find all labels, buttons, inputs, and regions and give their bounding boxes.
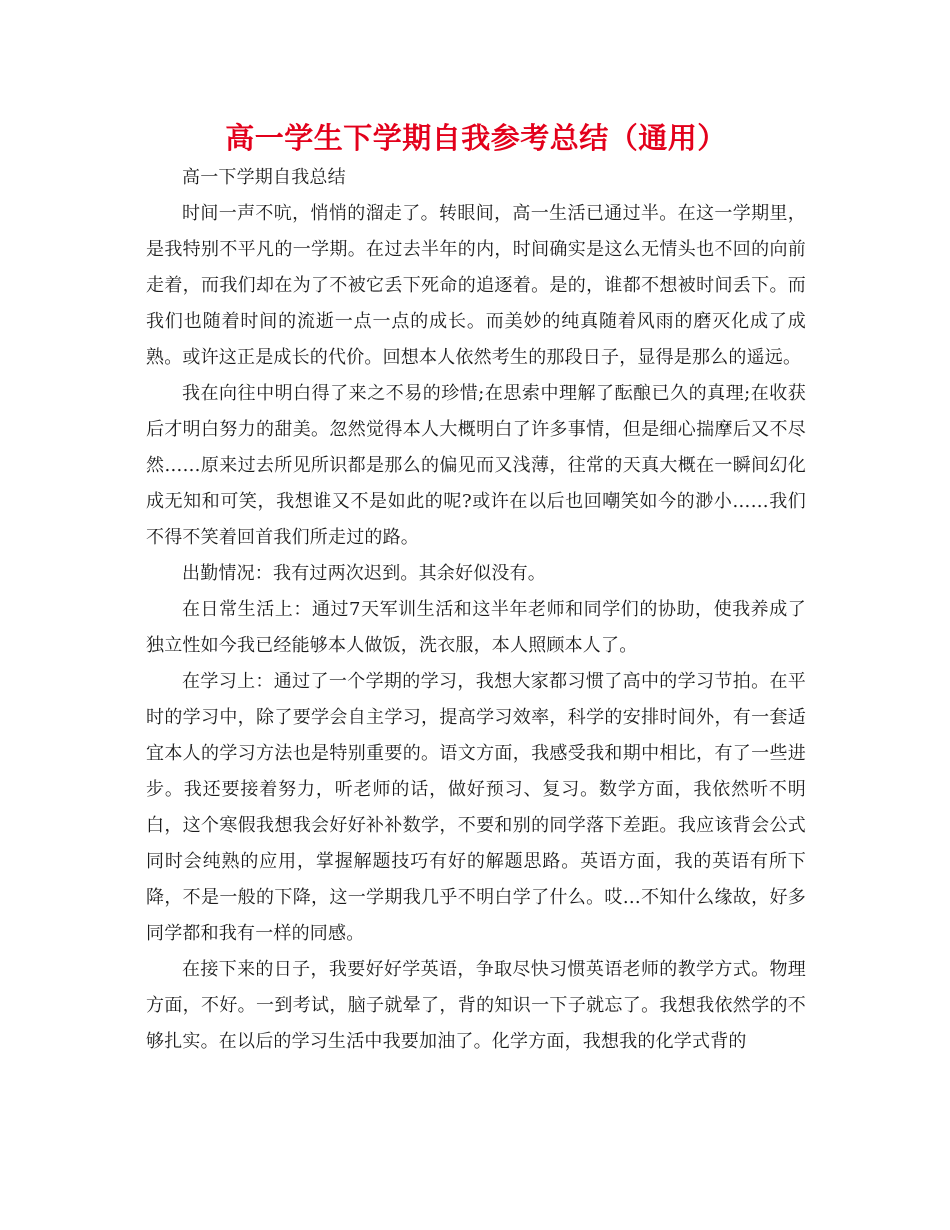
paragraph-study: 在学习上：通过了一个学期的学习，我想大家都习惯了高中的学习节拍。在平时的学习中，除了要学会自主学习，提高学习效率，科学的安排时间外，有一套适宜本人的学习方法也是特别重要的。语文方面，我感受我和期中相比，有了一些进步。我还要接着努力，听老师的话，做好预习、复习。数学方面，我依然听不明白，这个寒假我想我会好好补补数学，不要和别的同学落下差距。我应该背会公式同时会纯熟的应用，掌握解题技巧有好的解题思路。英语方面，我的英语有所下降，不是一般的下降，这一学期我几乎不明白学了什么。哎…不知什么缘故，好多同学都和我有一样的同感。 — [146, 670, 806, 944]
paragraph-next-days: 在接下来的日子，我要好好学英语，争取尽快习惯英语老师的教学方式。物理方面，不好。一到考试，脑子就晕了，背的知识一下子就忘了。我想我依然学的不够扎实。在以后的学习生活中我要加油了。化学方面，我想我的化学式背的 — [146, 958, 806, 1052]
paragraph-daily-life: 在日常生活上：通过7天军训生活和这半年老师和同学们的协助，使我养成了独立性如今我已经能够本人做饭，洗衣服，本人照顾本人了。 — [146, 598, 806, 656]
paragraph-2: 我在向往中明白得了来之不易的珍惜;在思索中理解了酝酿已久的真理;在收获后才明白努力的甜美。忽然觉得本人大概明白了许多事情，但是细心揣摩后又不尽然……原来过去所见所识都是那么的偏见而又浅薄，往常的天真大概在一瞬间幻化成无知和可笑，我想谁又不是如此的呢?或许在以后也回嘲笑如今的渺小……我们不得不笑着回首我们所走过的路。 — [146, 382, 806, 548]
document-subtitle: 高一下学期自我总结 — [182, 166, 346, 188]
paragraph-1: 时间一声不吭，悄悄的溜走了。转眼间，高一生活已通过半。在这一学期里，是我特别不平凡的一学期。在过去半年的内，时间确实是这么无情头也不回的向前走着，而我们却在为了不被它丢下死命的追逐着。是的，谁都不想被时间丢下。而我们也随着时间的流逝一点一点的成长。而美妙的纯真随着风雨的磨灭化成了成熟。或许这正是成长的代价。回想本人依然考生的那段日子，显得是那么的遥远。 — [146, 202, 806, 368]
paragraph-attendance: 出勤情况：我有过两次迟到。其余好似没有。 — [182, 562, 546, 584]
document-page — [146, 120, 806, 1060]
document-title: 高一学生下学期自我参考总结（通用） — [225, 121, 727, 155]
